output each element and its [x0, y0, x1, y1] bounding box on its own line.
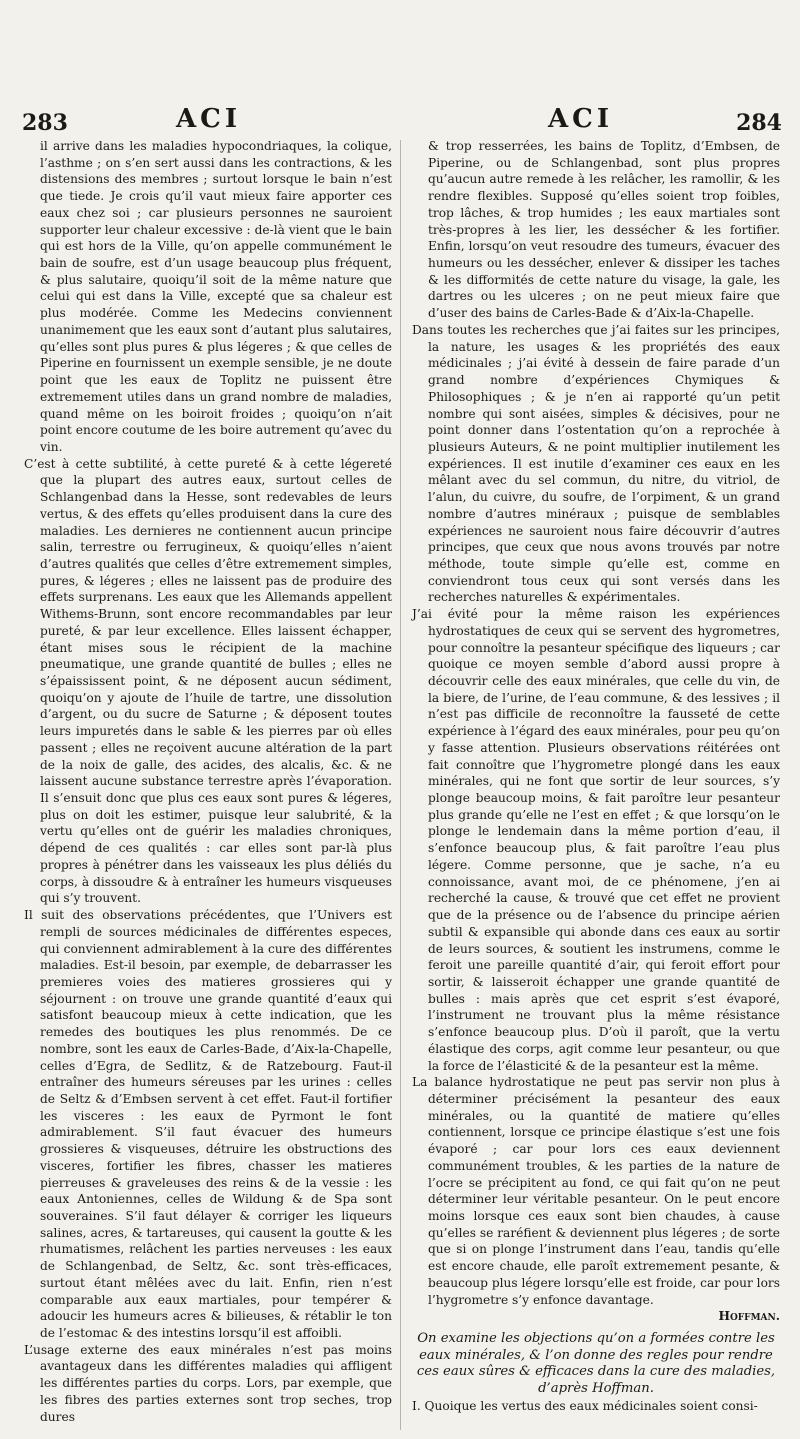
running-head-left: ACI — [176, 104, 242, 134]
right-column — [412, 138, 780, 1415]
author-signature: Hoffman. — [718, 1309, 780, 1324]
page-number-right: 284 — [736, 110, 782, 136]
section-heading: On examine les objections qu’on a formées contre les eaux minérales, & l’on donne des regles pour rendre ces eaux sûres & efficaces dans la cure des maladies, d’après Hoffman. — [416, 1331, 776, 1397]
paragraph: I. Quoique les vertus des eaux médicinales soient consi- — [412, 1398, 758, 1413]
paragraph: Il suit des observations précédentes, que l’Univers est rempli de sources médicinales de différentes especes, qui conviennent admirablement à la cure des différentes maladies. Est-il besoin, par exemple, de debarrasser les premieres voies des matieres grossieres qui y séjournent : on trouve une grande quantité d’eaux qui satisfont beaucoup mieux à cette indication, que les remedes des boutiques les plus renommés. De ce nombre, sont les eaux de Carles-Bade, d’Aix-la-Chapelle, celles d’Egra, de Sedlitz, & de Ratzebourg. Faut-il entraîner des humeurs séreuses par les urines : celles de Seltz & d’Embsen servent à cet effet. Faut-il fortifier les visceres : les eaux de Pyrmont le font admirablement. S’il faut évacuer des humeurs grossieres & visqueuses, détruire les obstructions des visceres, fortifier les fibres, chasser les matieres pierreuses & graveleuses des reins & de la vessie : les eaux Antoniennes, celles de Wildung & de Spa sont souveraines. S’il faut délayer & corriger les liqueurs salines, acres, & tartareuses, qui causent la goutte & les rhumatismes, relâchent les parties nerveuses : les eaux de Schlangenbad, de Seltz, &c. sont très-efficaces, surtout étant mêlées avec du lait. Enfin, rien n’est comparable aux eaux martiales, pour tempérer & adoucir les humeurs acres & bilieuses, & rétablir le ton de l’estomac & des intestins lorsqu’il est affoibli. — [24, 908, 392, 1341]
paragraph: il arrive dans les maladies hypocondriaques, la colique, l’asthme ; on s’en sert aussi dans les contractions, & les distensions des membres ; surtout lorsque le bain n’est que tiede. Je crois qu’il vaut mieux faire apporter ces eaux chez soi ; car plusieurs personnes ne sauroient supporter leur chaleur excessive : de-là vient que le bain qui est hors de la Ville, qu’on appelle communément le bain de soufre, est d’un usage beaucoup plus fréquent, & plus salutaire, quoiqu’il soit de la même nature que celui qui est dans la Ville, excepté que sa chaleur est plus modérée. Comme les Medecins conviennent unanimement que les eaux sont d’autant plus salutaires, qu’elles sont plus pures & plus légeres ; & que celles de Piperine en fournissent un exemple sensible, je ne doute point que les eaux de Toplitz ne puissent être extremement utiles dans un grand nombre de maladies, quand même on les boiroit froides ; quoiqu’on n’ait point encore coutume de les boire autrement qu’avec du vin. — [40, 139, 392, 454]
paragraph: La balance hydrostatique ne peut pas servir non plus à déterminer précisément la pesanteur des eaux minérales, ou la quantité de matiere qu’elles contiennent, lorsque ce principe élastique s’est une fois évaporé ; car pour lors ces eaux deviennent communément troubles, & les parties de la nature de l’ocre se précipitent au fond, ce qui fait qu’on ne peut déterminer leur véritable pesanteur. On le peut encore moins lorsque ces eaux sont bien chaudes, à cause qu’elles se raréfient & deviennent plus légeres ; de sorte que si on plonge l’instrument dans l’eau, tandis qu’elle est encore chaude, elle paroît extremement pesante, & beaucoup plus légere lorsqu’elle est froide, car pour lors l’hygrometre s’y enfonce davantage. — [412, 1075, 780, 1307]
paragraph: & trop resserrées, les bains de Toplitz, d’Embsen, de Piperine, ou de Schlangenbad, sont plus propres qu’aucun autre remede à les relâcher, les ramollir, & les rendre flexibles. Supposé qu’elles soient trop foibles, trop lâches, & trop humides ; les eaux martiales sont très-propres à les lier, les dessécher & les fortifier. Enfin, lorsqu’on veut resoudre des tumeurs, évacuer des humeurs ou les dessécher, enlever & dissiper les taches & les difformités de cette nature du visage, la gale, les dartres ou les ulceres ; on ne peut mieux faire que d’user des bains de Carles-Bade & d’Aix-la-Chapelle. — [428, 139, 780, 321]
paragraph: L’usage externe des eaux minérales n’est pas moins avantageux dans les différentes maladies qui affligent les différentes parties du corps. Lors, par exemple, que les fibres des parties externes sont trop seches, trop dures — [24, 1342, 392, 1424]
left-column — [24, 138, 392, 1425]
paragraph: Dans toutes les recherches que j’ai faites sur les principes, la nature, les usages & les propriétés des eaux médicinales ; j’ai évité à dessein de faire parade d’un grand nombre d’expériences Chymiques & Philosophiques ; & je n’en ai rapporté qu’un petit nombre qui sont aisées, simples & décisives, pour ne point donner dans l’ostentation qu’on a reprochée à plusieurs Auteurs, & ne point multiplier inutilement les expériences. Il est inutile d’examiner ces eaux en les mêlant avec du sel commun, du nitre, du vitriol, de l’alun, du cuivre, du soufre, de l’orpiment, & un grand nombre d’autres minéraux ; puisque de semblables expériences ne sauroient nous faire découvrir d’autres principes, que ceux que nous avons trouvés par notre méthode, toute simple qu’elle est, comme en conviendront tous ceux qui sont versés dans les recherches naturelles & expérimentales. — [412, 322, 780, 605]
column-divider — [400, 140, 401, 1430]
page-number-left: 283 — [22, 110, 68, 136]
running-head-right: ACI — [548, 104, 614, 134]
paragraph: J’ai évité pour la même raison les expériences hydrostatiques de ceux qui se servent des hygrometres, pour connoître la pesanteur spécifique des liqueurs ; car quoique ce moyen semble d’abord aussi propre à découvrir celle des eaux minérales, que celle du vin, de la biere, de l’urine, de l’eau commune, & des lessives ; il n’est pas difficile de reconnoître la fausseté de cette expérience à l’égard des eaux minérales, pour peu qu’on y fasse attention. Plusieurs observations réitérées ont fait connoître que l’hygrometre plongé dans les eaux minérales, qui ne font que sortir de leur sources, s’y plonge beaucoup moins, & fait paroître leur pesanteur plus grande qu’elle ne l’est en effet ; & que lorsqu’on le plonge le lendemain dans la même portion d’eau, il s’enfonce beaucoup plus, & fait paroître l’eau plus légere. Comme personne, que je sache, n’a eu connoissance, avant moi, de ce phénomene, j’en ai recherché la cause, & trouvé que cet effet ne provient que de la présence ou de l’absence du principe aérien subtil & expansible qui abonde dans ces eaux au sortir de leurs sources, & soutient les instrumens, comme le feroit une pareille quantité d’air, qui feroit effort pour sortir, & laisseroit échapper une grande quantité de bulles : mais après que cet esprit s’est évaporé, l’instrument ne trouvant plus la même résistance s’enfonce beaucoup plus. D’où il paroît, que la vertu élastique des corps, agit comme leur pesanteur, ou que la force de l’élasticité & de la pesanteur est la même. — [412, 607, 780, 1073]
paragraph: C’est à cette subtilité, à cette pureté & à cette légereté que la plupart des autres eaux, surtout celles de Schlangenbad dans la Hesse, sont redevables de leurs vertus, & des effets qu’elles produisent dans la cure des maladies. Les dernieres ne contiennent aucun principe salin, terrestre ou ferrugineux, & quoiqu’elles n’aient d’autres qualités que celles d’être extremement simples, pures, & légeres ; elles ne laissent pas de produire des effets surprenans. Les eaux que les Allemands appellent Withems-Brunn, sont encore recommandables par leur pureté, & par leur excellence. Elles laissent échapper, étant mises sous le récipient de la machine pneumatique, une grande quantité de bulles ; elles ne s’épaississent point, & ne déposent aucun sédiment, quoiqu’on y ajoute de l’huile de tartre, une dissolution d’argent, ou du sucre de Saturne ; & déposent toutes leurs impuretés dans le sable & les pierres par où elles passent ; elles ne reçoivent aucune altération de la part de la noix de galle, des acides, des alcalis, &c. & ne laissent aucune substance terrestre après l’évaporation. Il s’ensuit donc que plus ces eaux sont pures & légeres, plus on doit les estimer, puisque leur salubrité, & la vertu qu’elles ont de guérir les maladies chroniques, dépend de ces qualités : car elles sont par-là plus propres à pénétrer dans les vaisseaux les plus déliés du corps, à dissoudre & à entraîner les humeurs visqueuses qui s’y trouvent. — [24, 456, 392, 906]
page-header — [0, 100, 800, 140]
